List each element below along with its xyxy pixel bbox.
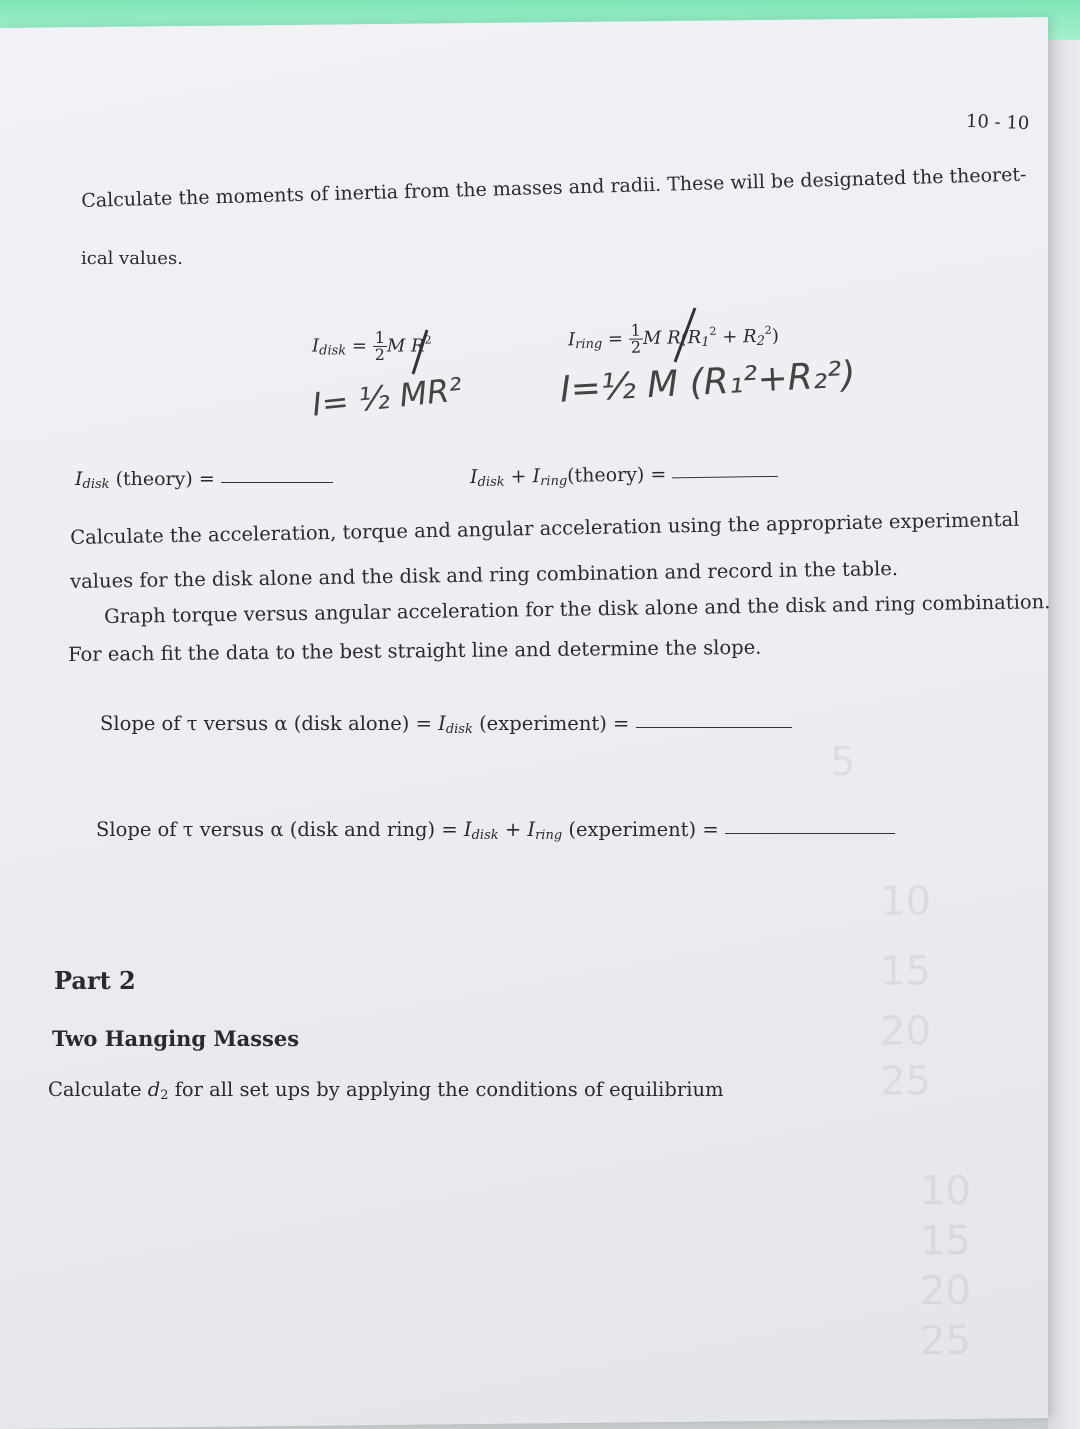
disk-theory-line: $I_{disk}$ (theory) = bbox=[75, 468, 333, 492]
bleed-through-mark: 25 bbox=[880, 1058, 931, 1105]
strike-mark bbox=[665, 306, 705, 366]
strike-mark bbox=[405, 328, 435, 378]
bleed-through-mark: 10 bbox=[920, 1167, 971, 1215]
handwritten-note-disk: I= ½ MR² bbox=[310, 370, 464, 424]
disk-theory-blank[interactable] bbox=[221, 482, 333, 483]
bleed-through-mark: 15 bbox=[880, 948, 931, 995]
accel-paragraph-line-2: values for the disk alone and the disk and ring combination and record in the table. bbox=[70, 556, 899, 593]
part-heading: Part 2 bbox=[54, 966, 136, 995]
calc-instruction: Calculate $d_2$ for all set ups by applying the conditions of equilibrium bbox=[48, 1078, 724, 1103]
bleed-through-mark: 20 bbox=[920, 1267, 971, 1315]
bleed-through-mark: 10 bbox=[880, 878, 931, 925]
intro-paragraph-line-2: ical values. bbox=[81, 248, 183, 269]
combo-theory-line: $I_{disk}$ + $I_{ring}(theory)$ = bbox=[470, 462, 779, 490]
bleed-through-mark: 5 bbox=[830, 739, 856, 786]
bleed-through-mark: 20 bbox=[880, 1008, 931, 1055]
fraction-half: $\frac{1}{2}$ bbox=[630, 320, 642, 357]
slope-ring-blank[interactable] bbox=[725, 833, 895, 834]
combo-theory-blank[interactable] bbox=[672, 476, 778, 478]
handwritten-note-ring: I=½ M (R₁²+R₂²) bbox=[559, 354, 857, 411]
accel-paragraph-line-1: Calculate the acceleration, torque and angular acceleration using the appropriate experimental bbox=[70, 507, 1020, 549]
slope-ring-line: Slope of τ versus α (disk and ring) = $I_{disk} + I_{ring}$ (experiment) = bbox=[96, 818, 895, 843]
intro-paragraph-line-1: Calculate the moments of inertia from the masses and radii. These will be designated the theoret- bbox=[81, 163, 1027, 212]
formula-ring: $I_{ring}$ = $\frac{1}{2}$ M $R(R_1^2 + R_2^2)$ bbox=[567, 320, 780, 357]
slope-disk-blank[interactable] bbox=[636, 727, 792, 728]
slope-disk-line: Slope of τ versus α (disk alone) = $I_{disk}$ (experiment) = bbox=[100, 712, 792, 737]
bleed-through-mark: 15 bbox=[920, 1217, 971, 1265]
graph-paragraph-line-1: Graph torque versus angular acceleration for the disk alone and the disk and ring combination. bbox=[104, 590, 1051, 628]
page-edge bbox=[1048, 40, 1080, 1429]
bleed-through-mark: 25 bbox=[920, 1317, 971, 1365]
graph-paragraph-line-2: For each fit the data to the best straight line and determine the slope. bbox=[68, 635, 762, 666]
formula-disk: $I_{disk}$ = $\frac{1}{2}$ M $R^2$ bbox=[312, 328, 432, 364]
section-heading: Two Hanging Masses bbox=[52, 1026, 300, 1051]
page-number: 10 - 10 bbox=[965, 110, 1030, 135]
fraction-half: $\frac{1}{2}$ bbox=[374, 328, 385, 364]
